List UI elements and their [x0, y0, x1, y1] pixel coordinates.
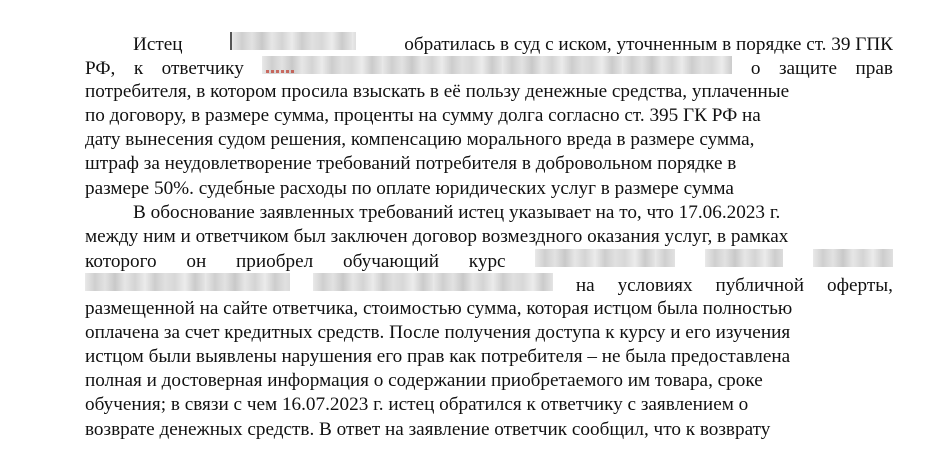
word: условиях: [617, 274, 693, 296]
text-line: [85, 128, 893, 152]
text-line: [85, 32, 893, 56]
word: РФ,: [85, 58, 116, 80]
text-line: [85, 104, 893, 128]
redacted-course-name: [813, 249, 893, 267]
redacted-course-name: [313, 273, 553, 291]
text-segment: потребителя, в котором просила взыскать в её пользу денежные средства, уплаченные: [85, 81, 790, 103]
text-line: [85, 201, 893, 225]
word: прав: [855, 58, 893, 80]
redacted-course-name: [85, 273, 290, 291]
text-segment: В обоснование заявленных требований истец указывает на то, что 17.06.2023 г.: [133, 201, 781, 223]
text-segment: размере 50%. судебные расходы по оплате юридических услуг в размере сумма: [85, 177, 734, 199]
word: которого: [85, 250, 157, 272]
text-segment: возврате денежных средств. В ответ на заявление ответчик сообщил, что к возврату: [85, 418, 771, 440]
word: защите: [778, 58, 837, 80]
text-line: [85, 56, 893, 80]
text-line: [85, 249, 893, 273]
text-line: [85, 369, 893, 393]
text-line: [85, 273, 893, 297]
text-segment: дату вынесения судом решения, компенсацию морального вреда в размере сумма,: [85, 129, 755, 151]
text-segment: между ним и ответчиком был заключен договор возмездного оказания услуг, в рамках: [85, 225, 789, 247]
word: он: [186, 250, 207, 272]
redacted-defendant-name: [262, 56, 732, 74]
redacted-name: [230, 32, 356, 50]
text-line: [85, 152, 893, 176]
text-segment: штраф за неудовлетворение требований потребителя в добровольном порядке в: [85, 153, 737, 175]
text-segment: обучения; в связи с чем 16.07.2023 г. истец обратился к ответчику с заявлением о: [85, 394, 749, 416]
word: ответчику: [161, 58, 244, 80]
text-line: [85, 177, 893, 201]
text-segment: истцом были выявлены нарушения его прав как потребителя – не была предоставлена: [85, 346, 791, 368]
word: Истец: [133, 34, 183, 55]
redacted-course-name: [705, 249, 783, 267]
text-line: [85, 225, 893, 249]
word: приобрел: [236, 250, 314, 272]
word: к: [133, 58, 144, 80]
document-body: [85, 32, 893, 442]
text-line: [85, 321, 893, 345]
text-line: [85, 393, 893, 417]
text-line: [85, 418, 893, 442]
text-segment: полная и достоверная информация о содержании приобретаемого им товара, сроке: [85, 370, 763, 392]
text-segment: размещенной на сайте ответчика, стоимостью сумма, которая истцом была полностью: [85, 298, 793, 320]
word: публичной: [715, 274, 805, 296]
text-line: [85, 345, 893, 369]
text-segment: оплачена за счет кредитных средств. После получения доступа к курсу и его изучения: [85, 322, 791, 344]
word: курс: [468, 250, 506, 272]
word: о: [750, 58, 761, 80]
text-line: [85, 80, 893, 104]
word: на: [575, 274, 595, 296]
redacted-course-name: [535, 249, 675, 267]
text-segment: по договору, в размере сумма, проценты на сумму долга согласно ст. 395 ГК РФ на: [85, 105, 761, 127]
word: обучающий: [342, 250, 440, 272]
word: оферты,: [826, 274, 893, 296]
text-line: [85, 297, 893, 321]
text-segment: обратилась в суд с иском, уточненным в порядке ст. 39 ГПК: [404, 34, 893, 55]
